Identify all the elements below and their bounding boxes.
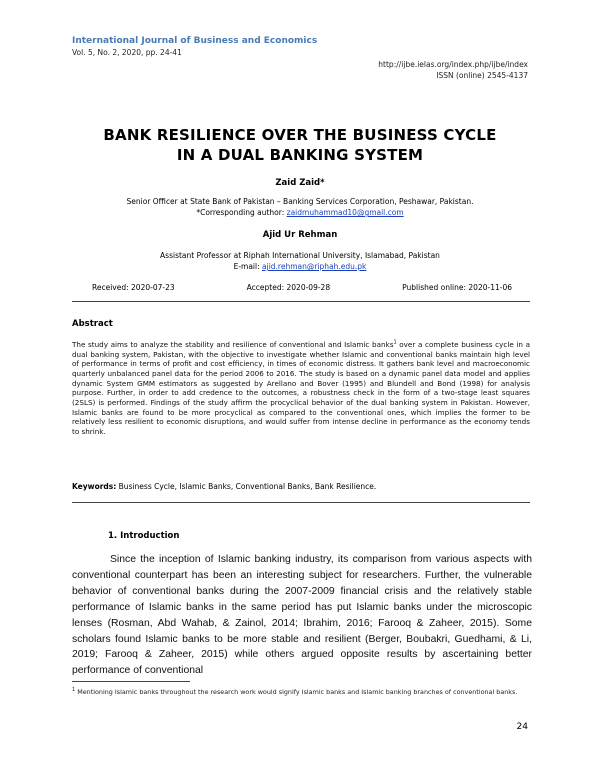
author-2-affiliation (0, 250, 600, 272)
abstract-heading: Abstract (72, 319, 113, 329)
introduction-paragraph: Since the inception of Islamic banking industry, its comparison from various aspects with conventional counterpart has been an interesting subject for researchers. Further, the vulnerable behavior of conventional banks during the 2007-2009 financial crisis and the relatively stable performance of Islamic banks in the same period has put Islamic banks under the microscopic lenses (Rosman, Abd Wahab, & Zainol, 2014; Ibrahim, 2016; Farooq & Zaheer, 2015). Some scholars found Islamic banks to be more stable and resilient (Berger, Boubakri, Guedhami, & Li, 2019; Farooq & Zaheer, 2015) while others argued opposite results by ascertaining better performance of conventional (72, 554, 532, 677)
divider-top (72, 301, 530, 302)
author-1-contact-label: *Corresponding author: (196, 208, 287, 217)
issn: ISSN (online) 2545-4137 (436, 71, 528, 80)
author-1-contact (0, 207, 600, 218)
introduction-body (72, 552, 532, 679)
journal-url[interactable]: http://ijbe.ielas.org/index.php/ijbe/index (378, 60, 528, 69)
volume-info: Vol. 5, No. 2, 2020, pp. 24-41 (72, 48, 182, 57)
title-line-1: BANK RESILIENCE OVER THE BUSINESS CYCLE (103, 126, 497, 144)
title-line-2: IN A DUAL BANKING SYSTEM (176, 146, 424, 164)
footnote (72, 687, 532, 697)
journal-name: International Journal of Business and Economics (72, 36, 318, 46)
keywords-label: Keywords: (72, 482, 117, 491)
footnote-text: Mentioning Islamic banks throughout the research work would signify Islamic banks and Islamic banking branches of conventional banks. (75, 688, 518, 696)
divider-bottom (72, 502, 530, 503)
author-1-email-link[interactable]: zaidmuhammad10@gmail.com (286, 208, 404, 217)
abstract-body (72, 340, 530, 437)
accepted-date: Accepted: 2020-09-28 (246, 283, 331, 292)
paper-title (60, 125, 540, 165)
keywords-text: Business Cycle, Islamic Banks, Conventional Banks, Bank Resilience. (116, 482, 377, 491)
author-2-contact-label: E-mail: (233, 262, 263, 271)
author-2-name: Ajid Ur Rehman (262, 230, 338, 240)
author-1-affiliation-text: Senior Officer at State Bank of Pakistan – Banking Services Corporation, Peshawar, Pakistan. (126, 197, 474, 206)
author-1-affiliation (0, 196, 600, 218)
author-2-email-link[interactable]: ajid.rehman@riphah.edu.pk (262, 262, 367, 271)
author-2-contact (0, 261, 600, 272)
author-1-name: Zaid Zaid* (275, 178, 325, 188)
publication-dates (92, 283, 512, 292)
page-number: 24 (516, 722, 528, 732)
abstract-text-start: The study aims to analyze the stability and resilience of conventional and Islamic banks (72, 340, 394, 349)
published-date: Published online: 2020-11-06 (402, 283, 512, 292)
abstract-text-end: over a complete business cycle in a dual banking system, Pakistan, with the objective to investigate whether Islamic and conventional banks maintain high level of performance in terms of profit and cost efficiency, in times of economic distress. It gathers bank level and macroeconomic quarterly unbalanced panel data for the period 2006 to 2016. The study is based on a dynamic panel data model and applies dynamic System GMM estimators as suggested by Arellano and Bover (1995) and Blundell and Bond (1998) for analysis purpose. Further, in order to add credence to the outcomes, a robustness check in the form of a two-stage least squares (2SLS) is performed. Findings of the study affirm the procyclical behavior of the dual banking system in Pakistan. However, Islamic banks are found to be more procyclical as compared to the conventional ones, which implies the former to be relatively less resilient to economic disruptions, and would suffer from intense decline in performance as the economy tends to shrink. (72, 340, 531, 436)
footnote-mark: 1 (72, 686, 76, 693)
footnote-reference[interactable]: 1 (393, 339, 397, 346)
keywords (72, 482, 530, 491)
author-2-affiliation-text: Assistant Professor at Riphah International University, Islamabad, Pakistan (160, 251, 440, 260)
section-heading-introduction: 1. Introduction (108, 531, 180, 541)
footnote-rule (72, 681, 190, 682)
received-date: Received: 2020-07-23 (92, 283, 175, 292)
